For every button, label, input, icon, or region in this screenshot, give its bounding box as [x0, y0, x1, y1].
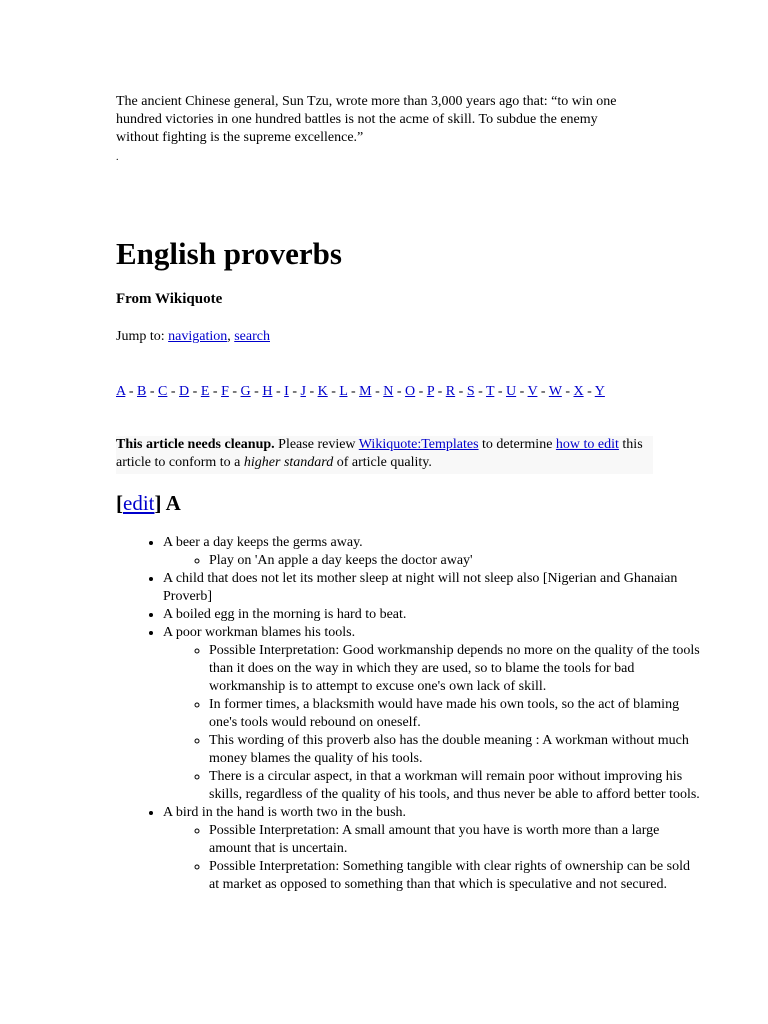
alphabet-separator: - — [347, 384, 360, 399]
jump-to-label: Jump to: — [116, 329, 169, 344]
alphabet-link-r[interactable]: R — [445, 384, 456, 399]
proverb-note: ◦ Possible Interpretation: A small amount that you have is worth more than a large amount that is uncertain. — [209, 822, 703, 858]
alphabet-link-h[interactable]: H — [262, 384, 273, 399]
alphabet-link-i[interactable]: I — [284, 384, 289, 399]
page-title: English proverbs — [116, 236, 342, 271]
proverb-list — [116, 534, 703, 894]
alphabet-separator: - — [415, 384, 427, 399]
alphabet-link-t[interactable]: T — [486, 384, 495, 399]
alphabet-separator: - — [393, 384, 406, 399]
alphabet-link-o[interactable]: O — [405, 384, 416, 399]
proverb-text: A child that does not let its mother sleep at night will not sleep also [Nigerian and Ghanaian Proverb] — [163, 571, 678, 604]
cleanup-text-1: Please review — [274, 437, 359, 452]
navigation-link[interactable]: navigation — [168, 329, 228, 344]
alphabet-link-v[interactable]: V — [527, 384, 538, 399]
alphabet-separator: - — [305, 384, 318, 399]
cleanup-text-2: to determine — [478, 437, 556, 452]
cleanup-text-3: this article to conform to a — [116, 437, 643, 470]
cleanup-notice-heading: This article needs cleanup. — [116, 437, 275, 452]
proverb-item — [163, 606, 703, 624]
alphabet-link-n[interactable]: N — [383, 384, 394, 399]
alphabet-link-w[interactable]: W — [548, 384, 562, 399]
proverb-notes — [163, 642, 703, 804]
search-link[interactable]: search — [234, 329, 270, 344]
higher-standard-text: higher standard — [243, 455, 334, 470]
cleanup-text-4: of article quality. — [333, 455, 432, 470]
alphabet-separator: - — [125, 384, 138, 399]
proverb-note: ◦ Play on 'An apple a day keeps the doctor away' — [209, 552, 703, 570]
proverb-notes — [163, 822, 703, 894]
alphabet-link-b[interactable]: B — [137, 384, 147, 399]
alphabet-separator: - — [209, 384, 222, 399]
proverb-text: A boiled egg in the morning is hard to beat. — [163, 607, 407, 622]
intro-paragraph: The ancient Chinese general, Sun Tzu, wrote more than 3,000 years ago that: “to win one hundred victories in one hundred battles is not the acme of skill. To subdue the enemy without fighting is the supreme excellence.” — [116, 94, 617, 145]
proverb-text: A bird in the hand is worth two in the bush. — [163, 805, 407, 820]
proverb-notes — [163, 552, 703, 570]
cleanup-notice — [116, 436, 653, 474]
alphabet-separator: - — [250, 384, 263, 399]
alphabet-link-g[interactable]: G — [240, 384, 251, 399]
wikiquote-templates-link[interactable]: Wikiquote:Templates — [358, 437, 479, 452]
proverb-note: ◦ In former times, a blacksmith would have made his own tools, so the act of blaming one's tools would rebound on oneself. — [209, 696, 703, 732]
proverb-note: ◦ Possible Interpretation: Good workmanship depends no more on the quality of the tools than it does on the way in which they are used, so to blame the tools for bad workmanship is to attempt to excuse one's own lack of skill. — [209, 642, 703, 696]
alphabet-link-l[interactable]: L — [339, 384, 348, 399]
alphabet-link-s[interactable]: S — [466, 384, 475, 399]
alphabet-link-f[interactable]: F — [221, 384, 229, 399]
section-letter: A — [165, 491, 181, 515]
jump-to-bar — [116, 328, 270, 346]
alphabet-separator: - — [494, 384, 507, 399]
alphabet-separator: - — [167, 384, 180, 399]
alphabet-separator: - — [455, 384, 467, 399]
proverb-note: ◦ There is a circular aspect, in that a workman will remain poor without improving his skills, regardless of the quality of his tools, and thus never be able to afford better tools. — [209, 768, 703, 804]
alphabet-separator: - — [272, 384, 285, 399]
alphabet-link-p[interactable]: P — [426, 384, 435, 399]
alphabet-link-d[interactable]: D — [179, 384, 190, 399]
alphabet-separator: - — [561, 384, 574, 399]
alphabet-index — [116, 383, 656, 401]
alphabet-separator: - — [371, 384, 384, 399]
alphabet-separator: - — [228, 384, 241, 399]
alphabet-separator: - — [474, 384, 487, 399]
alphabet-link-y[interactable]: Y — [594, 384, 605, 399]
alphabet-link-x[interactable]: X — [573, 384, 584, 399]
section-heading-a — [116, 489, 181, 517]
proverb-item — [163, 624, 703, 804]
alphabet-separator: - — [434, 384, 446, 399]
proverb-text: A beer a day keeps the germs away. — [163, 535, 363, 550]
alphabet-link-u[interactable]: U — [506, 384, 517, 399]
alphabet-link-e[interactable]: E — [200, 384, 210, 399]
proverb-text: A poor workman blames his tools. — [163, 625, 356, 640]
how-to-edit-link[interactable]: how to edit — [555, 437, 619, 452]
alphabet-separator: - — [537, 384, 549, 399]
edit-section-link[interactable]: edit — [123, 491, 155, 515]
page-subtitle: From Wikiquote — [116, 291, 223, 307]
alphabet-link-k[interactable]: K — [317, 384, 328, 399]
jump-separator: , — [227, 329, 235, 344]
alphabet-link-m[interactable]: M — [359, 384, 372, 399]
alphabet-separator: - — [288, 384, 301, 399]
alphabet-link-c[interactable]: C — [158, 384, 168, 399]
intro-dot: . — [116, 152, 119, 163]
proverb-note: ◦ This wording of this proverb also has the double meaning : A workman without much money blames the quality of his tools. — [209, 732, 703, 768]
alphabet-separator: - — [583, 384, 595, 399]
alphabet-separator: - — [516, 384, 528, 399]
alphabet-link-a[interactable]: A — [116, 384, 126, 399]
section-bracket-close: ] — [154, 491, 166, 515]
proverb-item — [163, 534, 703, 570]
alphabet-link-j[interactable]: J — [300, 384, 306, 399]
alphabet-separator: - — [146, 384, 159, 399]
alphabet-separator: - — [327, 384, 340, 399]
section-bracket-open: [ — [116, 491, 123, 515]
alphabet-separator: - — [189, 384, 201, 399]
proverb-note: ◦ Possible Interpretation: Something tangible with clear rights of ownership can be sold at market as opposed to something than that which is speculative and not secured. — [209, 858, 703, 894]
proverb-item — [163, 804, 703, 894]
proverb-item — [163, 570, 703, 606]
